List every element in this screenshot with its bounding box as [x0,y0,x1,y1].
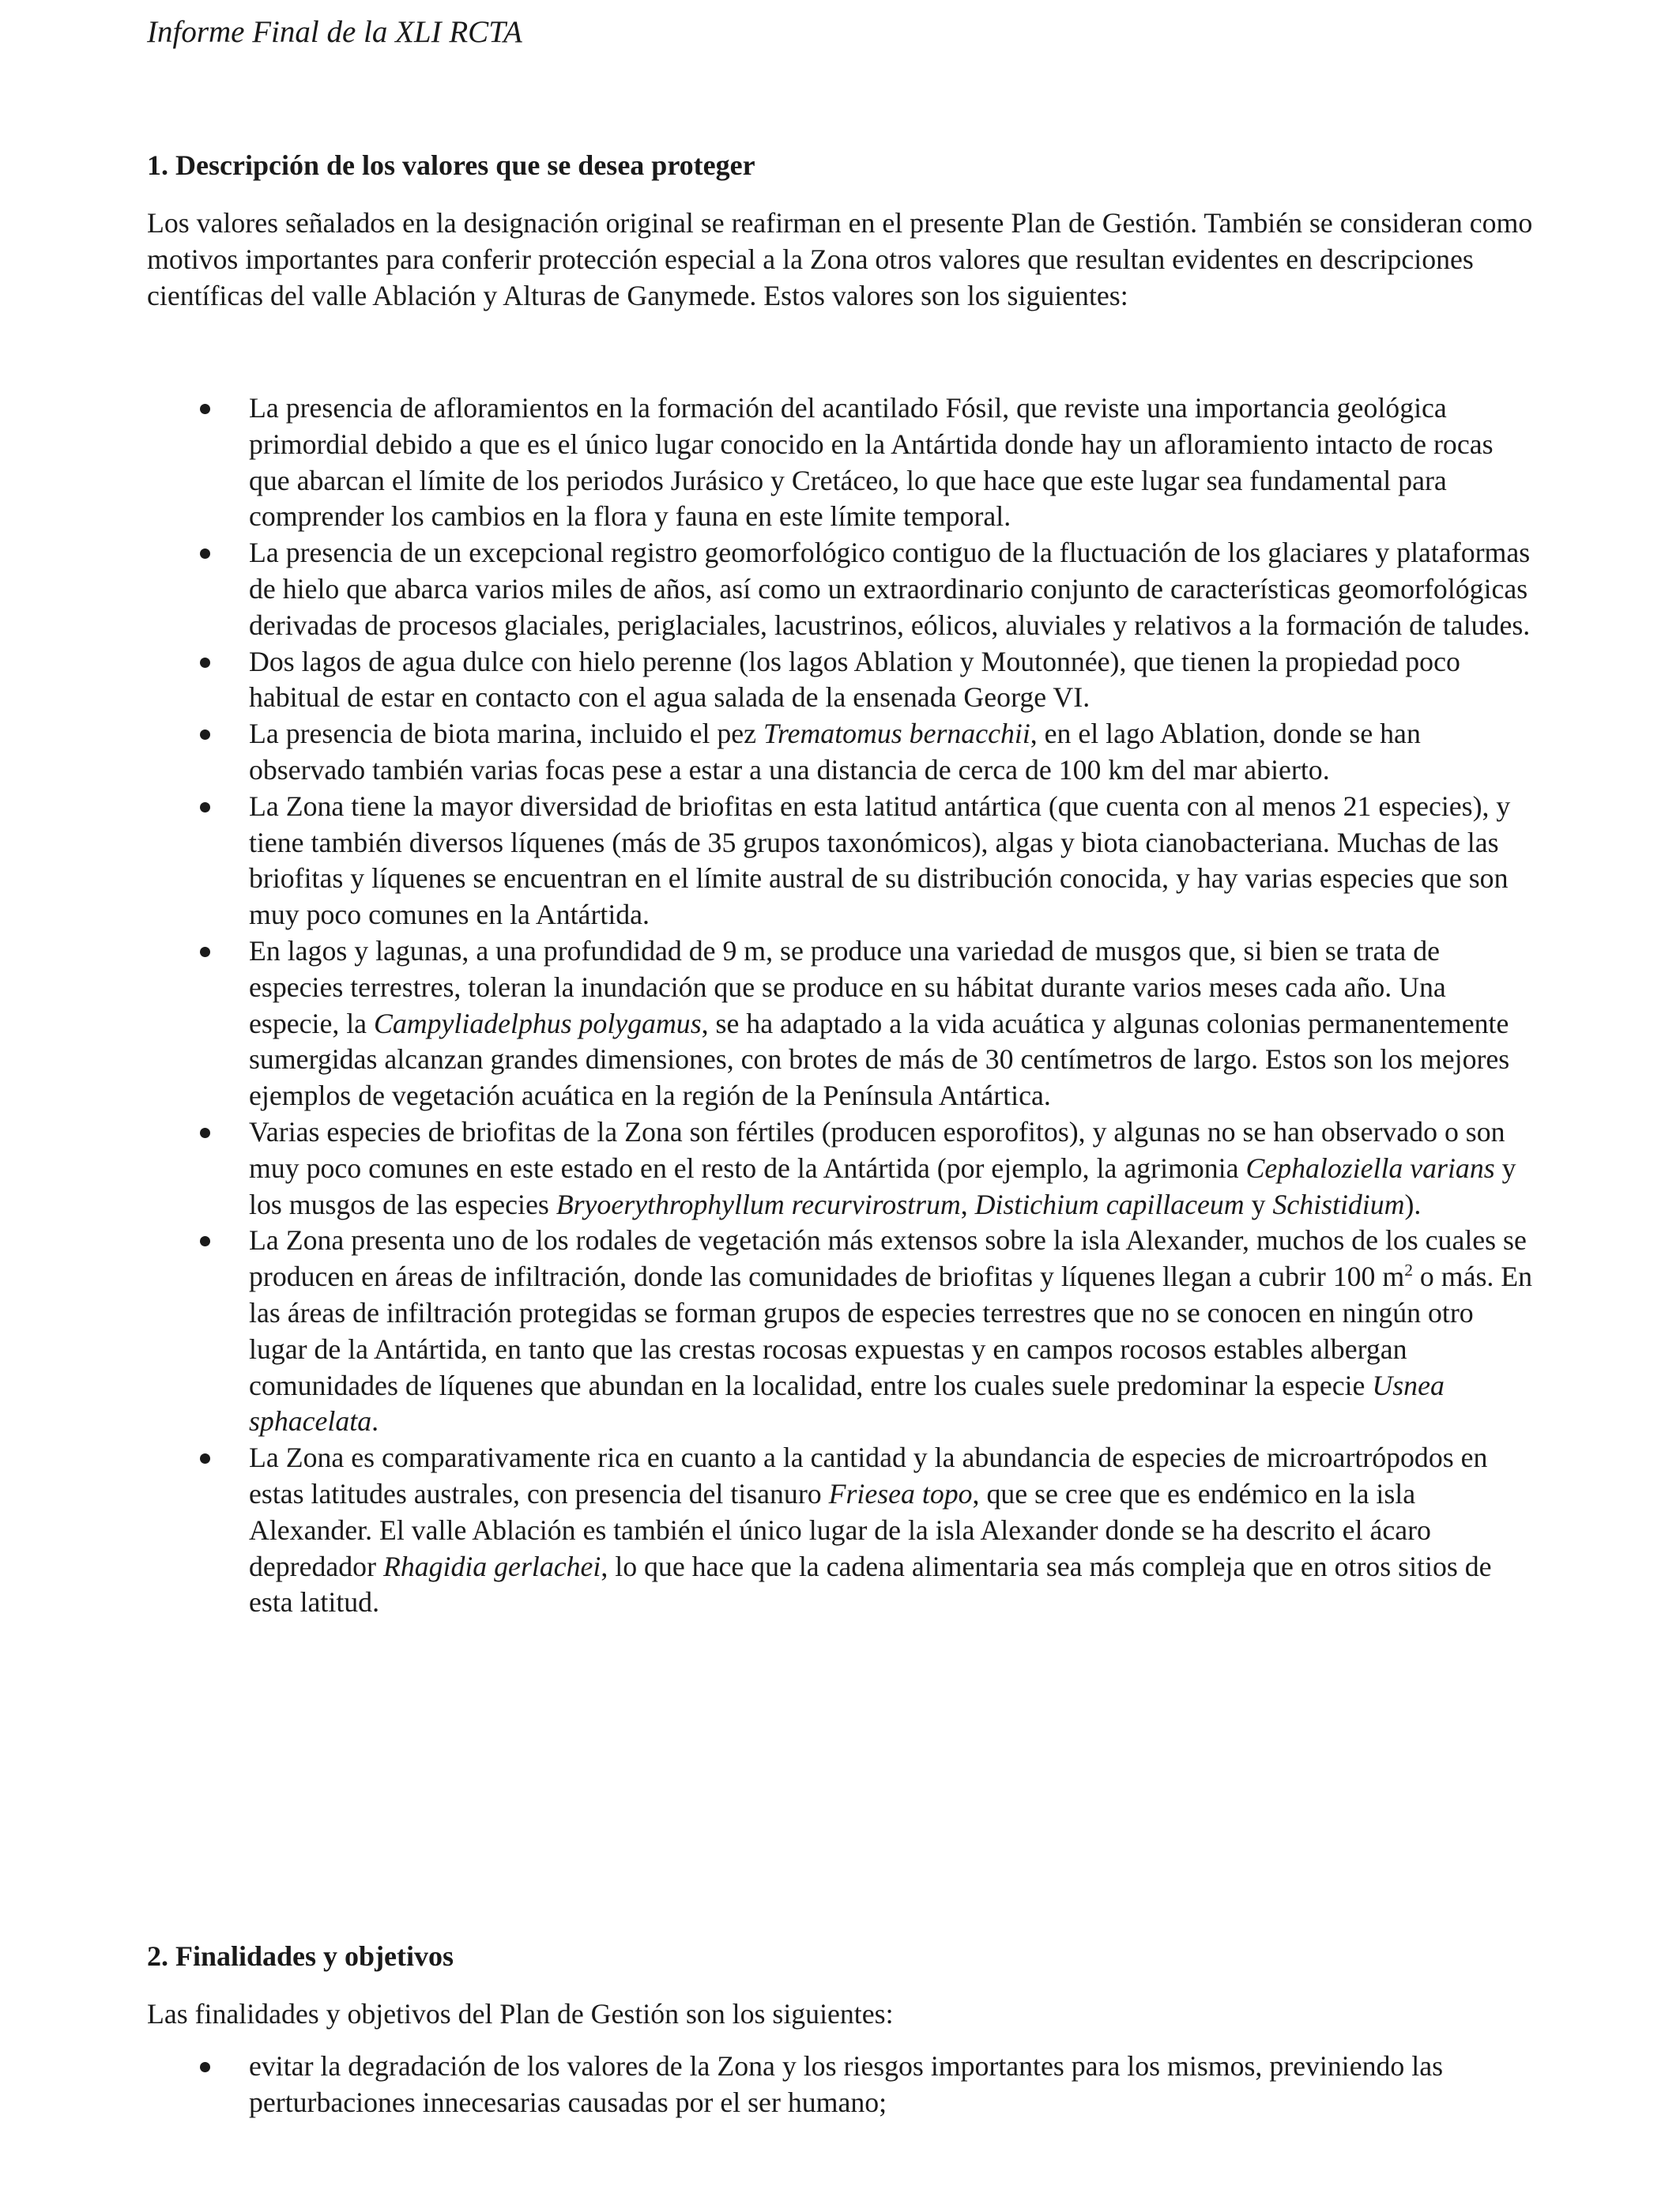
section-2-heading: 2. Finalidades y objetivos [147,1940,454,1972]
list-item [147,2049,1538,2121]
list-item-text: La Zona tiene la mayor diversidad de briofitas en esta latitud antártica (que cuenta con al menos 21 especies), y tiene también diversos líquenes (más de 35 grupos taxonómicos), algas y biota cianobacteriana. Muchas de las briofitas y líquenes se encuentran en el límite austral de su distribución conocida, y hay varias especies que son muy poco comunes en la Antártida. [249,790,1511,931]
section-1-heading: 1. Descripción de los valores que se desea proteger [147,149,755,181]
list-item-text: , en el lago Ablation, donde se han observado también varias focas pese a estar a una distancia de cerca de 100 km del mar abierto. [249,718,1421,786]
list-item [147,535,1538,643]
section-1-value-list [147,390,1538,1621]
list-item-text: La presencia de biota marina, incluido el pez [249,718,764,750]
list-item-text: En lagos y lagunas, a una profundidad de 9 m, se produce una variedad de musgos que, si bien se trata de especies terrestres, toleran la inundación que se produce en su hábitat durante varios meses cada año. Una especie, la [249,934,1446,1039]
list-item-text: y [1244,1188,1273,1220]
species-name: Cephaloziella varians [1245,1152,1495,1184]
bullet-icon [200,548,210,559]
bullet-icon [200,802,210,812]
bullet-icon [200,1128,210,1138]
list-item-text: ). [1404,1188,1422,1220]
species-name: Campyliadelphus polygamus [374,1007,702,1039]
superscript: 2 [1404,1261,1413,1280]
list-item [147,1223,1538,1440]
bullet-icon [200,1236,210,1246]
species-name: Friesea topo [828,1477,973,1510]
species-name: Trematomus bernacchii [763,718,1030,750]
list-item-text: y los musgos de las especies [249,1152,1516,1220]
list-item-text: La Zona presenta uno de los rodales de vegetación más extensos sobre la isla Alexander, muchos de los cuales se producen en áreas de infiltración, donde las comunidades de briofitas y líquenes llegan a cubrir 100 m [249,1224,1527,1293]
bullet-icon [200,404,210,414]
bullet-icon [200,947,210,957]
section-2-intro: Las finalidades y objetivos del Plan de Gestión son los siguientes: [147,1998,894,2030]
list-item-text: La presencia de un excepcional registro geomorfológico contiguo de la fluctuación de los glaciares y plataformas de hielo que abarca varios miles de años, así como un extraordinario conjunto de características geomorfológicas derivadas de procesos glaciales, periglaciales, lacustrinos, eólicos, aluviales y relativos a la formación de taludes. [249,537,1531,641]
list-item [147,644,1538,717]
species-name: Bryoerythrophyllum recurvirostrum [556,1188,961,1220]
bullet-icon [200,658,210,668]
list-item [147,1440,1538,1621]
list-item [147,789,1538,933]
species-name: Distichium capillaceum [974,1188,1245,1220]
list-item-text: . [371,1405,379,1438]
bullet-icon [200,729,210,740]
list-item [147,933,1538,1114]
species-name: Usnea sphacelata [249,1369,1445,1438]
running-header: Informe Final de la XLI RCTA [147,15,522,49]
bullet-icon [200,2062,210,2072]
list-item-text: Varias especies de briofitas de la Zona son fértiles (producen esporofitos), y algunas no se han observado o son muy poco comunes en este estado en el resto de la Antártida (por ejemplo, la agrimonia [249,1115,1505,1184]
list-item-text: Dos lagos de agua dulce con hielo perenne (los lagos Ablation y Moutonnée), que tienen la propiedad poco habitual de estar en contacto con el agua salada de la ensenada George VI. [249,645,1460,714]
bullet-icon [200,1453,210,1464]
section-2-objective-list [147,2049,1538,2121]
list-item-text: La presencia de afloramientos en la formación del acantilado Fósil, que reviste una importancia geológica primordial debido a que es el único lugar conocido en la Antártida donde hay un afloramiento intacto de rocas que abarcan el límite de los periodos Jurásico y Cretáceo, lo que hace que este lugar sea fundamental para comprender los cambios en la flora y fauna en este límite temporal. [249,392,1494,533]
list-item-text: , [960,1188,975,1220]
species-name: Rhagidia gerlachei [382,1550,601,1582]
species-name: Schistidium [1272,1188,1405,1220]
list-item [147,1114,1538,1223]
list-item-text: , lo que hace que la cadena alimentaria sea más compleja que en otros sitios de esta latitud. [249,1550,1492,1619]
list-item-text: evitar la degradación de los valores de la Zona y los riesgos importantes para los mismos, previniendo las perturbaciones innecesarias causadas por el ser humano; [249,2050,1444,2118]
list-item [147,390,1538,535]
section-1-intro: Los valores señalados en la designación original se reafirman en el presente Plan de Gestión. También se consideran como motivos importantes para conferir protección especial a la Zona otros valores que resultan evidentes en descripciones científicas del valle Ablación y Alturas de Ganymede. Estos valores son los siguientes: [147,207,1533,311]
list-item-text: La Zona es comparativamente rica en cuanto a la cantidad y la abundancia de especies de microartrópodos en estas latitudes australes, con presencia del tisanuro [249,1442,1488,1510]
list-item-text: , que se cree que es endémico en la isla Alexander. El valle Ablación es también el único lugar de la isla Alexander donde se ha descrito el ácaro depredador [249,1477,1431,1582]
list-item [147,716,1538,789]
list-item-text: , se ha adaptado a la vida acuática y algunas colonias permanentemente sumergidas alcanzan grandes dimensiones, con brotes de más de 30 centímetros de largo. Estos son los mejores ejemplos de vegetación acuática en la región de la Península Antártica. [249,1007,1510,1112]
list-item-text: o más. En las áreas de infiltración protegidas se forman grupos de especies terrestres que no se conocen en ningún otro lugar de la Antártida, en tanto que las crestas rocosas expuestas y en campos rocosos estables albergan comunidades de líquenes que abundan en la localidad, entre los cuales suele predominar la especie [249,1261,1533,1401]
